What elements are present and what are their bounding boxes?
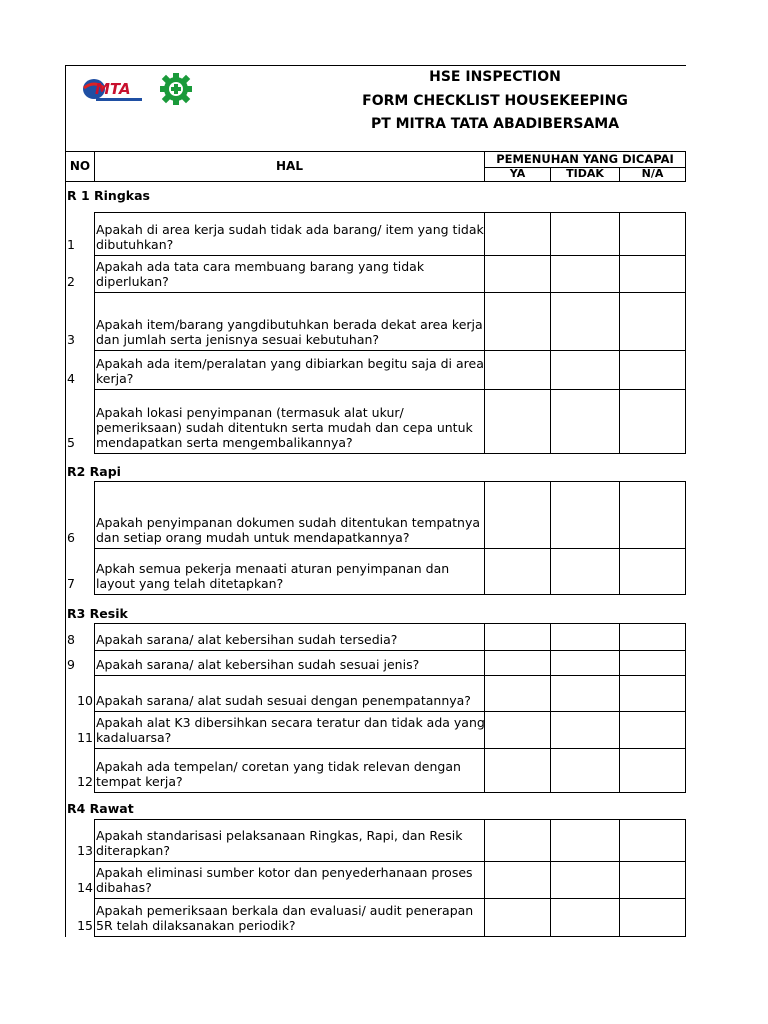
row-bottom-line — [94, 292, 686, 293]
left-border — [65, 65, 66, 937]
column-divider — [619, 481, 620, 595]
item-number: 5 — [67, 435, 75, 450]
row-bottom-line — [94, 650, 686, 651]
section-top-line — [94, 481, 686, 482]
item-question-line: kerja? — [96, 371, 134, 386]
section-top-line — [94, 819, 686, 820]
k3-gear-logo — [157, 72, 195, 106]
col-header-ya: YA — [509, 167, 526, 180]
item-number: 8 — [67, 632, 75, 647]
item-question-line: Apakah ada item/peralatan yang dibiarkan begitu saja di area — [96, 356, 484, 371]
row-bottom-line — [94, 548, 686, 549]
row-bottom-line — [94, 350, 686, 351]
item-question-line: dan setiap orang mudah untuk mendapatkannya? — [96, 530, 410, 545]
form-title-line1: HSE INSPECTION — [429, 69, 561, 85]
item-question-line: Apakah sarana/ alat kebersihan sudah sesuai jenis? — [96, 657, 420, 672]
header-right-border — [685, 151, 686, 181]
item-question-line: Apakah penyimpanan dokumen sudah ditentukan tempatnya — [96, 515, 480, 530]
row-bottom-line — [94, 792, 686, 793]
column-divider — [619, 212, 620, 454]
column-divider — [550, 212, 551, 454]
item-question-line: Apakah sarana/ alat kebersihan sudah tersedia? — [96, 632, 398, 647]
column-divider — [484, 481, 485, 595]
gear-icon — [157, 72, 195, 106]
item-number: 10 — [77, 693, 93, 708]
item-number: 11 — [77, 730, 93, 745]
col-header-tidak: TIDAK — [566, 167, 604, 180]
column-divider — [550, 481, 551, 595]
row-bottom-line — [94, 255, 686, 256]
item-question-line: Apakah ada tata cara membuang barang yang tidak — [96, 259, 425, 274]
col-header-hal: HAL — [276, 159, 303, 173]
mta-logo — [82, 76, 150, 104]
column-divider — [94, 623, 95, 793]
row-bottom-line — [94, 861, 686, 862]
column-divider — [484, 819, 485, 937]
row-bottom-line — [94, 936, 686, 937]
item-number: 1 — [67, 237, 75, 252]
item-number: 3 — [67, 332, 75, 347]
col-header-na: N/A — [641, 167, 664, 180]
section-title: R 1 Ringkas — [67, 188, 150, 203]
column-divider — [484, 212, 485, 454]
section-top-line — [94, 212, 686, 213]
row-bottom-line — [94, 898, 686, 899]
logo-text: MTA — [95, 80, 131, 98]
top-border — [65, 65, 686, 66]
item-number: 12 — [77, 774, 93, 789]
column-divider — [550, 819, 551, 937]
column-divider — [550, 623, 551, 793]
header-bottom-line — [65, 181, 686, 182]
item-question-line: pemeriksaan) sudah ditentukn serta mudah dan cepa untuk — [96, 420, 473, 435]
section-title: R2 Rapi — [67, 464, 121, 479]
section-top-line — [94, 623, 686, 624]
column-divider — [685, 481, 686, 595]
column-divider — [94, 212, 95, 454]
column-divider — [484, 623, 485, 793]
section-title: R4 Rawat — [67, 801, 134, 816]
item-number: 7 — [67, 576, 75, 591]
item-number: 15 — [77, 918, 93, 933]
col-header-pemenuhan: PEMENUHAN YANG DICAPAI — [496, 152, 674, 166]
item-question-line: Apakah standarisasi pelaksanaan Ringkas, Rapi, dan Resik — [96, 828, 463, 843]
column-divider — [685, 212, 686, 454]
item-question-line: Apakah di area kerja sudah tidak ada barang/ item yang tidak — [96, 222, 484, 237]
mta-logo-icon — [82, 76, 150, 104]
item-number: 13 — [77, 843, 93, 858]
form-title-line3: PT MITRA TATA ABADIBERSAMA — [370, 116, 620, 132]
item-number: 4 — [67, 371, 75, 386]
section-title: R3 Resik — [67, 606, 128, 621]
row-bottom-line — [94, 675, 686, 676]
form-title-line2: FORM CHECKLIST HOUSEKEEPING — [362, 93, 628, 109]
item-question-line: Apakah pemeriksaan berkala dan evaluasi/ audit penerapan — [96, 903, 474, 918]
item-question-line: Apkah semua pekerja menaati aturan penyimpanan dan — [96, 561, 450, 576]
column-divider — [619, 623, 620, 793]
column-divider — [619, 819, 620, 937]
item-question-line: diperlukan? — [96, 274, 169, 289]
row-bottom-line — [94, 389, 686, 390]
item-number: 9 — [67, 657, 75, 672]
item-question-line: dan jumlah serta jenisnya sesuai kebutuhan? — [96, 332, 380, 347]
item-question-line: tempat kerja? — [96, 774, 183, 789]
item-question-line: diterapkan? — [96, 843, 170, 858]
item-number: 6 — [67, 530, 75, 545]
column-divider — [685, 623, 686, 793]
item-number: 2 — [67, 274, 75, 289]
item-question-line: Apakah sarana/ alat sudah sesuai dengan penempatannya? — [96, 693, 471, 708]
column-divider — [94, 481, 95, 595]
column-divider — [94, 819, 95, 937]
row-bottom-line — [94, 453, 686, 454]
item-question-line: mendapatkan serta mengembalikannya? — [96, 435, 353, 450]
row-bottom-line — [94, 748, 686, 749]
item-question-line: Apakah lokasi penyimpanan (termasuk alat ukur/ — [96, 405, 404, 420]
column-divider — [685, 819, 686, 937]
item-number: 14 — [77, 880, 93, 895]
item-question-line: 5R telah dilaksanakan periodik? — [96, 918, 296, 933]
item-question-line: Apakah item/barang yangdibutuhkan berada dekat area kerja — [96, 317, 483, 332]
item-question-line: Apakah eliminasi sumber kotor dan penyederhanaan proses — [96, 865, 473, 880]
col-header-no: NO — [69, 159, 91, 173]
item-question-line: layout yang telah ditetapkan? — [96, 576, 284, 591]
item-question-line: dibahas? — [96, 880, 152, 895]
item-question-line: dibutuhkan? — [96, 237, 174, 252]
row-bottom-line — [94, 594, 686, 595]
item-question-line: Apakah ada tempelan/ coretan yang tidak relevan dengan — [96, 759, 461, 774]
item-question-line: kadaluarsa? — [96, 730, 172, 745]
row-bottom-line — [94, 711, 686, 712]
item-question-line: Apakah alat K3 dibersihkan secara teratur dan tidak ada yang — [96, 715, 485, 730]
